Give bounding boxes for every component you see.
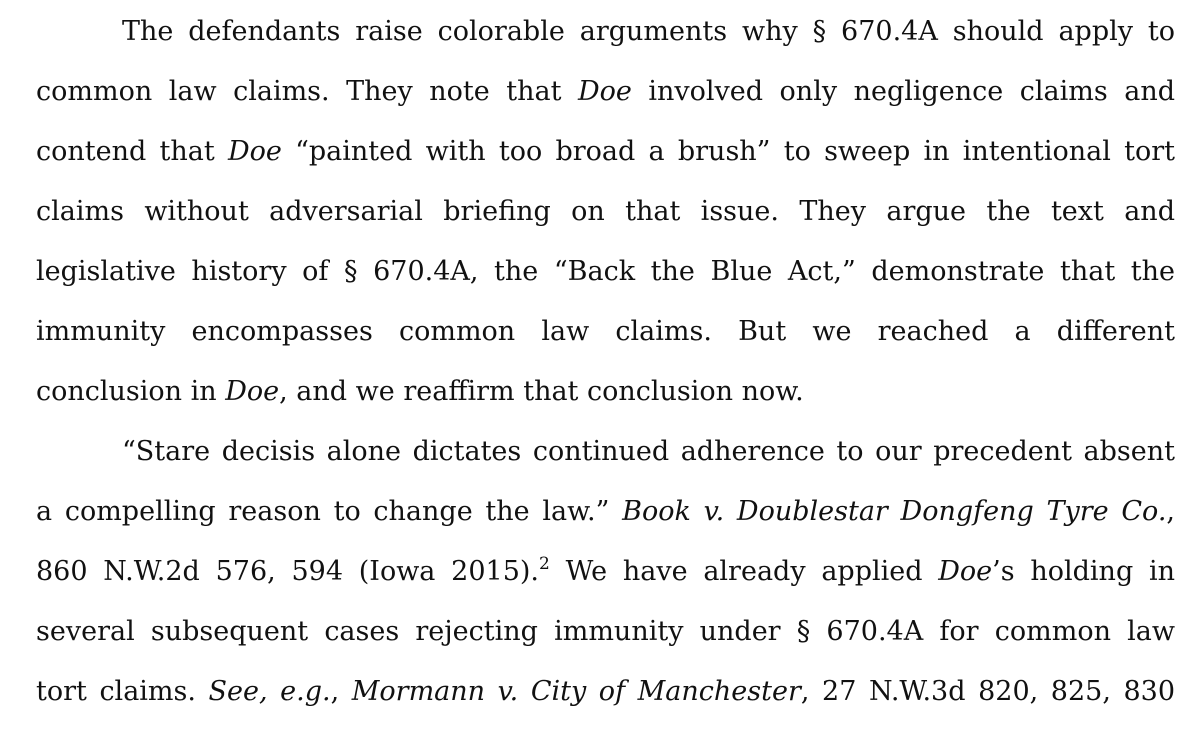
text-run: , bbox=[1166, 496, 1176, 527]
text-run: , 27 N.W.3d 820, 825, 830 bbox=[800, 676, 1176, 707]
text-line bbox=[36, 130, 1175, 190]
text-line bbox=[36, 550, 1175, 610]
text-run: , and we reaffirm that conclusion now. bbox=[279, 376, 804, 407]
text-run: “Stare decisis alone dictates continued adherence to our precedent absent bbox=[122, 436, 1175, 467]
text-run: 860 N.W.2d 576, 594 (Iowa 2015). bbox=[36, 556, 539, 587]
text-run: We have already applied bbox=[549, 556, 939, 587]
text-line bbox=[36, 250, 1175, 310]
italic-citation: Doe bbox=[225, 376, 280, 407]
text-line bbox=[36, 190, 1175, 250]
text-run: ’s holding in bbox=[992, 556, 1176, 587]
paragraph-1 bbox=[36, 10, 1175, 430]
text-line bbox=[36, 610, 1175, 670]
italic-citation: See, e.g. bbox=[208, 676, 331, 707]
text-run: tort claims. bbox=[36, 676, 209, 707]
text-run: several subsequent cases rejecting immunity under § 670.4A for common law bbox=[36, 616, 1175, 647]
paragraph-2 bbox=[36, 430, 1175, 730]
italic-citation: Doe bbox=[938, 556, 993, 587]
text-run: conclusion in bbox=[36, 376, 226, 407]
italic-citation: Mormann v. City of Manchester bbox=[351, 676, 801, 707]
footnote-marker: 2 bbox=[539, 554, 550, 574]
text-run: common law claims. They note that bbox=[36, 76, 578, 107]
text-run: , bbox=[330, 676, 352, 707]
text-run: a compelling reason to change the law.” bbox=[36, 496, 623, 527]
text-line bbox=[36, 370, 1175, 430]
text-line bbox=[36, 70, 1175, 130]
text-run: contend that bbox=[36, 136, 228, 167]
text-line bbox=[36, 310, 1175, 370]
text-line bbox=[36, 490, 1175, 550]
text-line bbox=[36, 430, 1175, 490]
text-run: The defendants raise colorable arguments why § 670.4A should apply to bbox=[122, 16, 1175, 47]
italic-citation: Book v. Doublestar Dongfeng Tyre Co. bbox=[622, 496, 1167, 527]
text-line bbox=[36, 10, 1175, 70]
text-run: claims without adversarial briefing on that issue. They argue the text and bbox=[36, 196, 1175, 227]
italic-citation: Doe bbox=[227, 136, 282, 167]
text-run: involved only negligence claims and bbox=[631, 76, 1175, 107]
text-run: legislative history of § 670.4A, the “Back the Blue Act,” demonstrate that the bbox=[36, 256, 1175, 287]
italic-citation: Doe bbox=[577, 76, 632, 107]
text-run: “painted with too broad a brush” to sweep in intentional tort bbox=[281, 136, 1175, 167]
text-run: immunity encompasses common law claims. But we reached a different bbox=[36, 316, 1175, 347]
text-line bbox=[36, 670, 1175, 730]
